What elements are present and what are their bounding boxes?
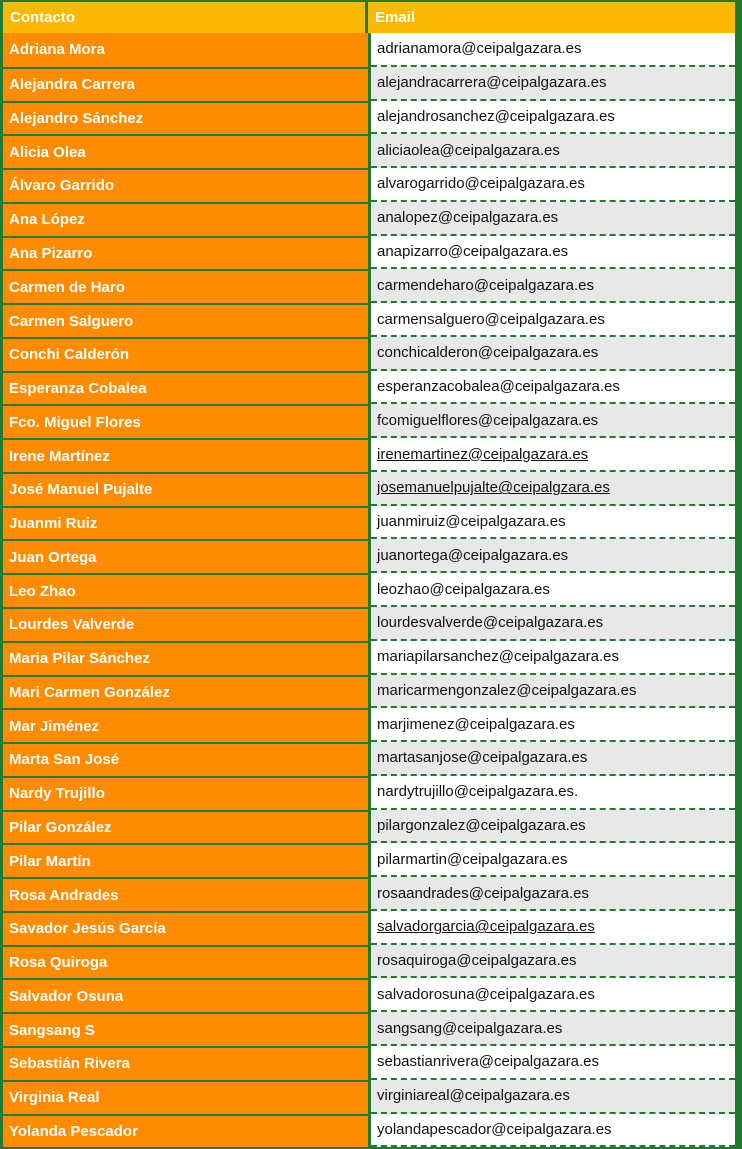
- email-text: leozhao@ceipalgazara.es: [371, 573, 735, 607]
- table-row: [3, 1012, 735, 1046]
- email-text: carmendeharo@ceipalgazara.es: [371, 269, 735, 303]
- contacts-table: [3, 2, 735, 1147]
- table-row: [3, 269, 735, 303]
- contact-name: Maria Pilar Sánchez: [3, 641, 368, 675]
- contact-name: Mari Carmen González: [3, 675, 368, 709]
- column-header-email: Email: [375, 9, 416, 26]
- column-header-contact: Contacto: [3, 2, 368, 33]
- table-header: [3, 2, 735, 33]
- table-row: [3, 742, 735, 776]
- contact-name: Leo Zhao: [3, 573, 368, 607]
- table-row: [3, 675, 735, 709]
- email-text: carmensalguero@ceipalgazara.es: [371, 303, 735, 337]
- email-text: aliciaolea@ceipalgazara.es: [371, 134, 735, 168]
- email-text: fcomiguelflores@ceipalgazara.es: [371, 404, 735, 438]
- contact-name: Yolanda Pescador: [3, 1114, 368, 1148]
- table-row: [3, 877, 735, 911]
- email-text: conchicalderon@ceipalgazara.es: [371, 337, 735, 371]
- contact-name: Pilar González: [3, 810, 368, 844]
- contact-name: Virginia Real: [3, 1080, 368, 1114]
- email-link[interactable]: josemanuelpujalte@ceipalgzara.es: [371, 472, 735, 506]
- email-text: maricarmengonzalez@ceipalgazara.es: [371, 675, 735, 709]
- contact-name: Marta San José: [3, 742, 368, 776]
- table-row: [3, 573, 735, 607]
- table-row: [3, 33, 735, 67]
- table-body: [3, 33, 735, 1147]
- contact-name: Ana Pizarro: [3, 236, 368, 270]
- contact-name: Nardy Trujillo: [3, 776, 368, 810]
- email-text: yolandapescador@ceipalgazara.es: [371, 1114, 735, 1148]
- email-text: adrianamora@ceipalgazara.es: [371, 33, 735, 67]
- contact-name: Carmen Salguero: [3, 303, 368, 337]
- contact-name: Alicia Olea: [3, 134, 368, 168]
- table-row: [3, 236, 735, 270]
- contact-name: Pilar Martín: [3, 843, 368, 877]
- table-row: [3, 1114, 735, 1148]
- email-text: rosaquiroga@ceipalgazara.es: [371, 945, 735, 979]
- contact-name: Juanmi Ruiz: [3, 506, 368, 540]
- contact-name: Rosa Quiroga: [3, 945, 368, 979]
- email-text: alvarogarrido@ceipalgazara.es: [371, 168, 735, 202]
- email-text: esperanzacobalea@ceipalgazara.es: [371, 371, 735, 405]
- contact-name: Esperanza Cobalea: [3, 371, 368, 405]
- email-text: martasanjose@ceipalgazara.es: [371, 742, 735, 776]
- contact-name: Fco. Miguel Flores: [3, 404, 368, 438]
- contact-name: José Manuel Pujalte: [3, 472, 368, 506]
- contact-name: Carmen de Haro: [3, 269, 368, 303]
- table-row: [3, 641, 735, 675]
- email-text: juanortega@ceipalgazara.es: [371, 539, 735, 573]
- email-link[interactable]: salvadorgarcia@ceipalgazara.es: [371, 911, 735, 945]
- table-row: [3, 607, 735, 641]
- contact-name: Álvaro Garrido: [3, 168, 368, 202]
- table-row: [3, 337, 735, 371]
- contact-name: Rosa Andrades: [3, 877, 368, 911]
- table-row: [3, 371, 735, 405]
- table-row: [3, 404, 735, 438]
- contact-name: Lourdes Valverde: [3, 607, 368, 641]
- contact-name: Sangsang S: [3, 1012, 368, 1046]
- table-row: [3, 843, 735, 877]
- contact-name: Savador Jesús García: [3, 911, 368, 945]
- contact-name: Juan Ortega: [3, 539, 368, 573]
- email-text: analopez@ceipalgazara.es: [371, 202, 735, 236]
- email-text: lourdesvalverde@ceipalgazara.es: [371, 607, 735, 641]
- email-text: mariapilarsanchez@ceipalgazara.es: [371, 641, 735, 675]
- email-text: alejandrosanchez@ceipalgazara.es: [371, 101, 735, 135]
- table-row: [3, 978, 735, 1012]
- table-row: [3, 708, 735, 742]
- contact-name: Salvador Osuna: [3, 978, 368, 1012]
- email-text: alejandracarrera@ceipalgazara.es: [371, 67, 735, 101]
- contact-name: Adriana Mora: [3, 33, 368, 67]
- email-text: salvadorosuna@ceipalgazara.es: [371, 978, 735, 1012]
- email-text: rosaandrades@ceipalgazara.es: [371, 877, 735, 911]
- table-row: [3, 1080, 735, 1114]
- contact-name: Conchi Calderón: [3, 337, 368, 371]
- table-row: [3, 303, 735, 337]
- email-text: pilarmartin@ceipalgazara.es: [371, 843, 735, 877]
- table-row: [3, 776, 735, 810]
- email-text: juanmiruiz@ceipalgazara.es: [371, 506, 735, 540]
- contact-name: Sebastián Rivera: [3, 1046, 368, 1080]
- table-row: [3, 472, 735, 506]
- table-row: [3, 945, 735, 979]
- table-row: [3, 539, 735, 573]
- table-row: [3, 67, 735, 101]
- table-row: [3, 911, 735, 945]
- email-text: virginiareal@ceipalgazara.es: [371, 1080, 735, 1114]
- email-text: nardytrujillo@ceipalgazara.es.: [371, 776, 735, 810]
- email-text: anapizarro@ceipalgazara.es: [371, 236, 735, 270]
- table-row: [3, 810, 735, 844]
- table-row: [3, 202, 735, 236]
- contact-name: Irene Martínez: [3, 438, 368, 472]
- email-text: pilargonzalez@ceipalgazara.es: [371, 810, 735, 844]
- table-row: [3, 134, 735, 168]
- table-row: [3, 506, 735, 540]
- email-link[interactable]: irenemartinez@ceipalgazara.es: [371, 438, 735, 472]
- table-row: [3, 438, 735, 472]
- table-row: [3, 168, 735, 202]
- email-text: sangsang@ceipalgazara.es: [371, 1012, 735, 1046]
- contact-name: Ana López: [3, 202, 368, 236]
- email-text: marjimenez@ceipalgazara.es: [371, 708, 735, 742]
- email-text: sebastianrivera@ceipalgazara.es: [371, 1046, 735, 1080]
- table-row: [3, 1046, 735, 1080]
- contact-name: Alejandra Carrera: [3, 67, 368, 101]
- table-row: [3, 101, 735, 135]
- contact-name: Alejandro Sánchez: [3, 101, 368, 135]
- contact-name: Mar Jiménez: [3, 708, 368, 742]
